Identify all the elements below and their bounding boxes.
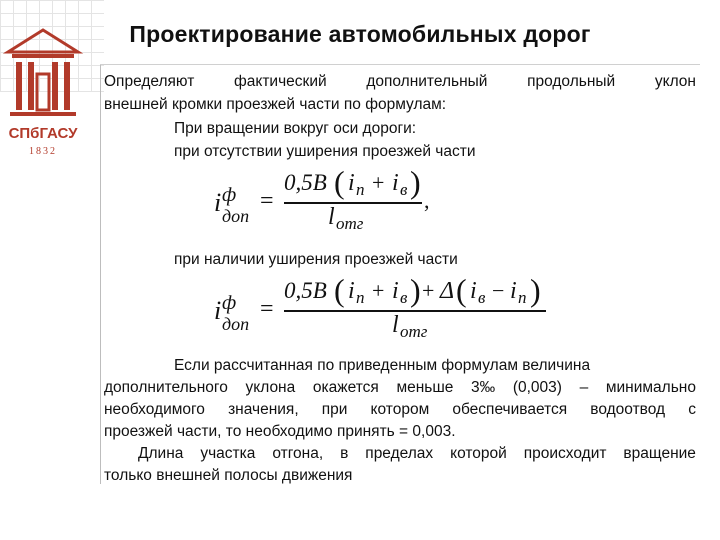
- word: участка: [200, 445, 256, 462]
- top-divider: [100, 64, 700, 65]
- word: водоотвод: [590, 401, 666, 418]
- formula-delta: Δ: [440, 278, 455, 304]
- formula-paren-close: ): [410, 164, 421, 200]
- body-line-1: [104, 72, 696, 92]
- formula-plus: +: [372, 278, 385, 303]
- formula-l: l: [392, 312, 399, 338]
- formula-paren-close: ): [530, 272, 541, 308]
- formula-equals: =: [260, 296, 274, 322]
- word: минимально: [605, 379, 696, 396]
- formula-i: i: [348, 170, 355, 196]
- word: пределах: [365, 445, 434, 462]
- formula-paren-open: (: [334, 272, 345, 308]
- word: которой: [450, 445, 507, 462]
- formula-sub: п: [518, 288, 527, 307]
- word: котором: [370, 401, 430, 418]
- fraction-bar: [284, 310, 546, 312]
- word: в: [340, 445, 349, 462]
- formula-with-widening: [212, 274, 552, 354]
- formula-sup: ф: [222, 292, 237, 314]
- para1-line-3: [104, 400, 696, 420]
- para1-line-4: проезжей части, то необходимо принять = 0,003.: [104, 423, 456, 440]
- formula-sub: доп: [222, 206, 250, 226]
- word: при: [321, 401, 348, 418]
- para2-line-2: только внешней полосы движения: [104, 467, 353, 484]
- word: меньше: [396, 379, 454, 396]
- formula-minus: −: [492, 278, 505, 303]
- word: окажется: [312, 379, 379, 396]
- formula-i: i: [470, 278, 477, 304]
- formula-sub: в: [400, 288, 408, 307]
- formula-symbol: i: [214, 188, 222, 217]
- formula-coef: 0,5B: [284, 278, 327, 303]
- body-line-5: при наличии уширения проезжей части: [174, 251, 458, 268]
- word: 3‰: [471, 379, 496, 396]
- word: отгона,: [272, 445, 324, 462]
- formula-paren-close: ): [410, 272, 421, 308]
- word: вращение: [623, 445, 696, 462]
- formula-symbol: i: [214, 296, 222, 325]
- logo-text: СПбГАСУ: [8, 125, 78, 142]
- formula-l: l: [328, 204, 335, 230]
- word: с: [688, 401, 696, 418]
- word: дополнительный: [366, 73, 488, 90]
- formula-coef: 0,5B: [284, 170, 327, 195]
- word: (0,003): [512, 379, 562, 396]
- formula-sub: отг: [336, 214, 364, 233]
- word: уклона: [245, 379, 296, 396]
- left-divider: [100, 64, 101, 484]
- formula-plus: +: [422, 278, 435, 303]
- word: происходит: [523, 445, 607, 462]
- word: Определяют: [104, 73, 195, 90]
- word: Длина: [138, 445, 184, 462]
- formula-paren-open: (: [456, 272, 467, 308]
- word: фактический: [234, 73, 327, 90]
- formula-i: i: [392, 278, 399, 304]
- word: –: [579, 379, 589, 396]
- formula-plus: +: [372, 170, 385, 195]
- formula-i: i: [392, 170, 399, 196]
- formula-sub: в: [400, 180, 408, 199]
- formula-no-widening: [212, 166, 452, 246]
- word: уклон: [654, 73, 696, 90]
- para2-line-1: [138, 444, 696, 464]
- formula-sub: отг: [400, 322, 428, 341]
- para1-line-2: [104, 378, 696, 398]
- formula-sub: п: [356, 180, 365, 199]
- formula-paren-open: (: [334, 164, 345, 200]
- page-title: Проектирование автомобильных дорог: [129, 21, 591, 47]
- word: продольный: [527, 73, 616, 90]
- para1-line-1: Если рассчитанная по приведенным формулам величина: [174, 357, 591, 374]
- formula-equals: =: [260, 188, 274, 214]
- formula-sup: ф: [222, 184, 237, 206]
- word: значения,: [228, 401, 299, 418]
- formula-sub: доп: [222, 314, 250, 334]
- formula-i: i: [510, 278, 517, 304]
- formula-i: i: [348, 278, 355, 304]
- formula-sub: в: [478, 288, 486, 307]
- formula-comma: ,: [424, 188, 430, 213]
- word: необходимого: [104, 401, 205, 418]
- body-line-3: При вращении вокруг оси дороги:: [174, 120, 417, 137]
- word: дополнительного: [104, 379, 228, 396]
- body-line-4: при отсутствии уширения проезжей части: [174, 143, 476, 160]
- body-line-2: внешней кромки проезжей части по формулам:: [104, 96, 447, 113]
- fraction-bar: [284, 202, 422, 204]
- formula-sub: п: [356, 288, 365, 307]
- logo-year: 1832: [29, 146, 57, 157]
- word: обеспечивается: [452, 401, 568, 418]
